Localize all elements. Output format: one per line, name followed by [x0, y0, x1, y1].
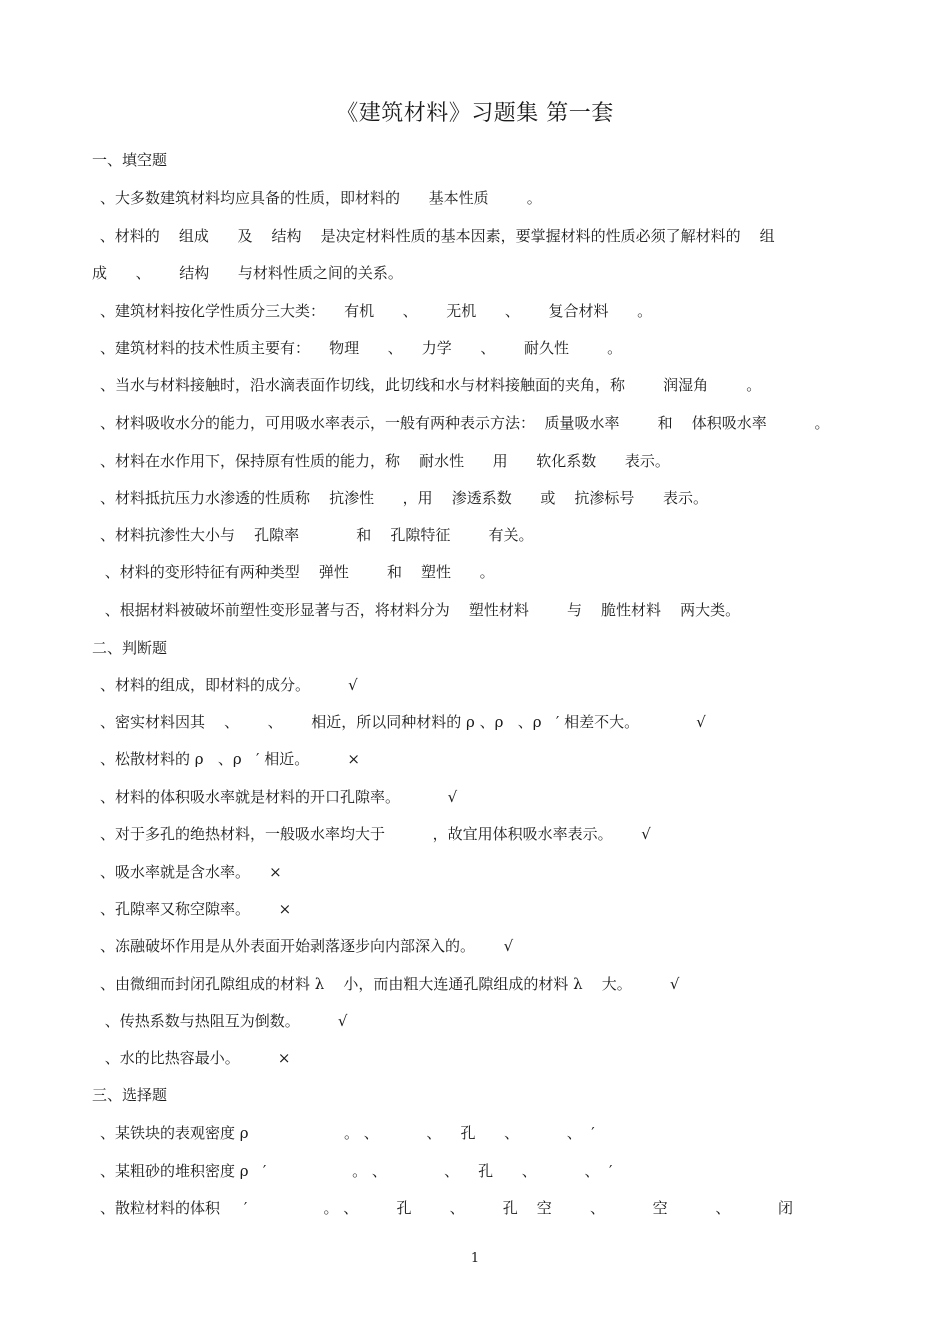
question-line: 、建筑材料按化学性质分三大类： 有机 、 无机 、 复合材料 。	[100, 302, 653, 320]
question-line: 、材料吸收水分的能力，可用吸水率表示，一般有两种表示方法： 质量吸水率 和 体积吸水率 。	[100, 414, 830, 432]
question-line: 、密实材料因其 、 、 相近，所以同种材料的 ρ 、ρ 、ρ ′ 相差不大。 √	[100, 713, 706, 731]
section-heading-fill-in: 一、填空题	[92, 151, 168, 169]
question-line: 成 、 结构 与材料性质之间的关系。	[92, 264, 403, 282]
question-line: 、散粒材料的体积 ′ 。 、 孔 、 孔 空 、 空 、 闭	[100, 1199, 793, 1217]
question-line: 、由微细而封闭孔隙组成的材料 λ 小，而由粗大连通孔隙组成的材料 λ 大。 √	[100, 975, 680, 993]
question-line: 、松散材料的 ρ 、ρ ′ 相近。 ×	[100, 750, 360, 768]
question-line: 、材料的 组成 及 结构 是决定材料性质的基本因素，要掌握材料的性质必须了解材料的 组	[95, 227, 775, 245]
question-line: 、当水与材料接触时，沿水滴表面作切线，此切线和水与材料接触面的夹角，称 润湿角 。	[100, 376, 762, 394]
question-line: 、材料的组成，即材料的成分。 √	[100, 676, 358, 694]
question-line: 、建筑材料的技术性质主要有： 物理 、 力学 、 耐久性 。	[100, 339, 623, 357]
question-line: 、材料抵抗压力水渗透的性质称 抗渗性 ，用 渗透系数 或 抗渗标号 表示。	[100, 489, 709, 507]
question-line: 、材料的变形特征有两种类型 弹性 和 塑性 。	[100, 563, 495, 581]
question-line: 、吸水率就是含水率。 ×	[100, 863, 282, 881]
question-line: 、孔隙率又称空隙率。 ×	[100, 900, 292, 918]
question-line: 、冻融破坏作用是从外表面开始剥落逐步向内部深入的。 √	[100, 937, 514, 955]
question-line: 、材料在水作用下，保持原有性质的能力，称 耐水性 用 软化系数 表示。	[100, 452, 670, 470]
question-line: 、某铁块的表观密度 ρ 。 、 、 孔 、 、 ′	[100, 1124, 595, 1142]
question-line: 、根据材料被破坏前塑性变形显著与否，将材料分为 塑性材料 与 脆性材料 两大类。	[100, 601, 741, 619]
document-title: 《建筑材料》习题集 第一套	[336, 101, 614, 126]
question-line: 、材料抗渗性大小与 孔隙率 和 孔隙特征 有关。	[100, 526, 534, 544]
page-number: 1	[470, 1251, 480, 1266]
question-line: 、大多数建筑材料均应具备的性质，即材料的 基本性质 。	[100, 189, 542, 207]
section-heading-true-false: 二、判断题	[92, 639, 168, 657]
question-line: 、某粗砂的堆积密度 ρ ′ 。 、 、 孔 、 、 ′	[100, 1162, 613, 1180]
question-line: 、对于多孔的绝热材料，一般吸水率均大于 ，故宜用体积吸水率表示。 √	[100, 825, 651, 843]
question-line: 、水的比热容最小。 ×	[100, 1049, 291, 1067]
question-line: 、传热系数与热阻互为倒数。 √	[100, 1012, 348, 1030]
question-line: 、材料的体积吸水率就是材料的开口孔隙率。 √	[100, 788, 458, 806]
section-heading-multiple-choice: 三、选择题	[92, 1086, 168, 1104]
